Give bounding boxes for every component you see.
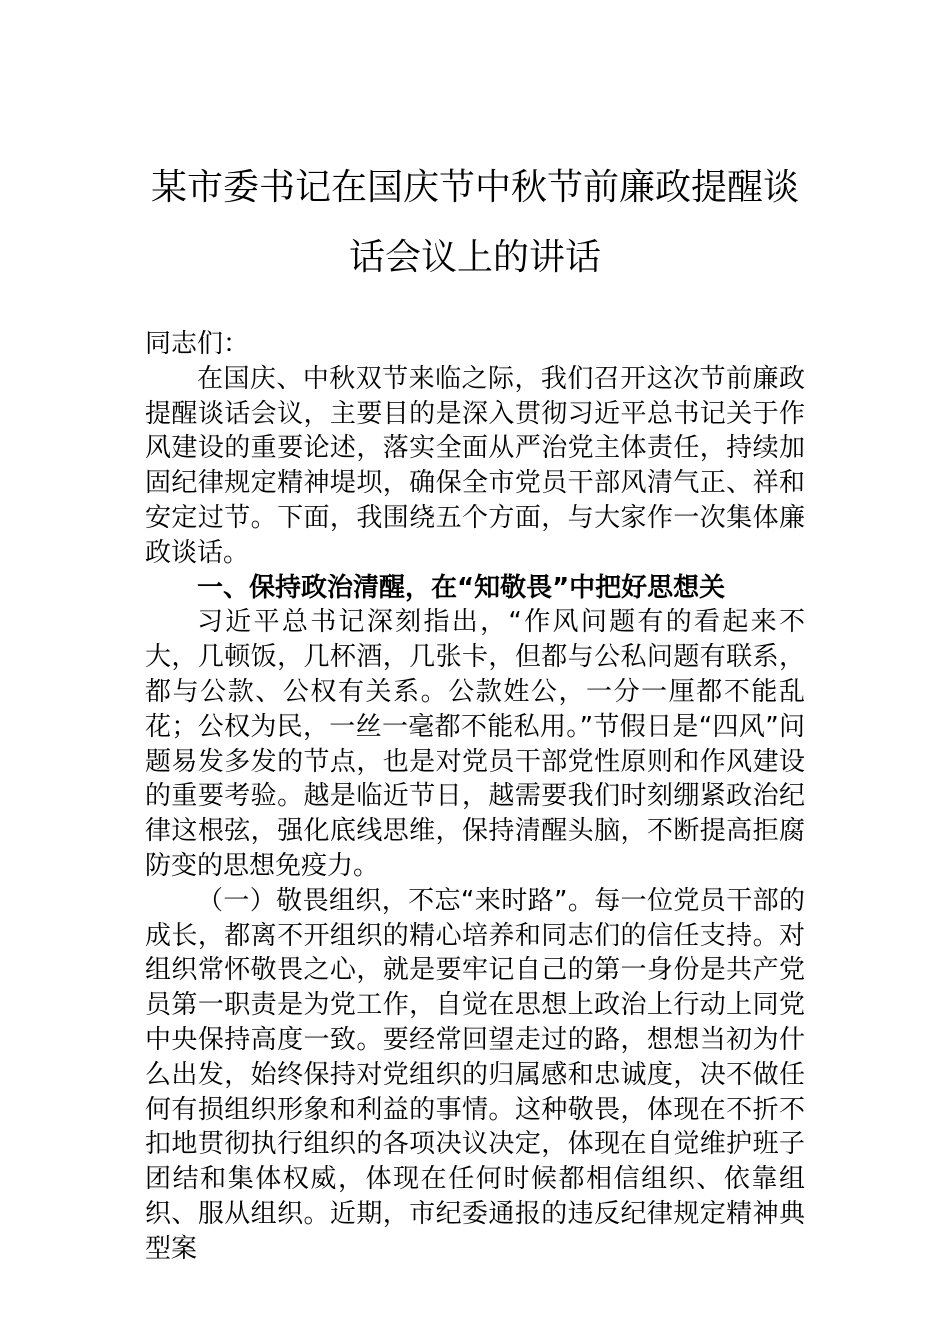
section-heading-1: 一、保持政治清醒，在“知敬畏”中把好思想关 [197, 572, 726, 603]
document-title-line-1: 某市委书记在国庆节中秋节前廉政提醒谈 [150, 167, 799, 208]
document-body [145, 327, 805, 1267]
section-1-paragraph: 习近平总书记深刻指出，“作风问题有的看起来不大，几顿饭，几杯酒，几张卡，但都与公私问题有联系，都与公款、公权有关系。公款姓公，一分一厘都不能乱花；公权为民，一丝一毫都不能私用。”节假日是“四风”问题易发多发的节点，也是对党员干部党性原则和作风建设的重要考验。越是临近节日，越需要我们时刻绷紧政治纪律这根弦，强化底线思维，保持清醒头脑，不断提高拒腐防变的思想免疫力。 [145, 607, 805, 881]
salutation: 同志们： [145, 329, 250, 359]
intro-paragraph: 在国庆、中秋双节来临之际，我们召开这次节前廉政提醒谈话会议，主要目的是深入贯彻习近平总书记关于作风建设的重要论述，落实全面从严治党主体责任，持续加固纪律规定精神堤坝，确保全市党员干部风清气正、祥和安定过节。下面，我围绕五个方面，与大家作一次集体廉政谈话。 [145, 363, 805, 568]
subsection-1-paragraph: （一）敬畏组织，不忘“来时路”。每一位党员干部的成长，都离不开组织的精心培养和同志们的信任支持。对组织常怀敬畏之心，就是要牢记自己的第一身份是共产党员第一职责是为党工作，自觉在思想上政治上行动上同党中央保持高度一致。要经常回望走过的路，想想当初为什么出发，始终保持对党组织的归属感和忠诚度，决不做任何有损组织形象和利益的事情。这种敬畏，体现在不折不扣地贯彻执行组织的各项决议决定，体现在自觉维护班子团结和集体权威，体现在任何时候都相信组织、依靠组织、服从组织。近期，市纪委通报的违反纪律规定精神典型案 [145, 885, 805, 1264]
document-title-line-2: 话会议上的讲话 [348, 237, 601, 278]
